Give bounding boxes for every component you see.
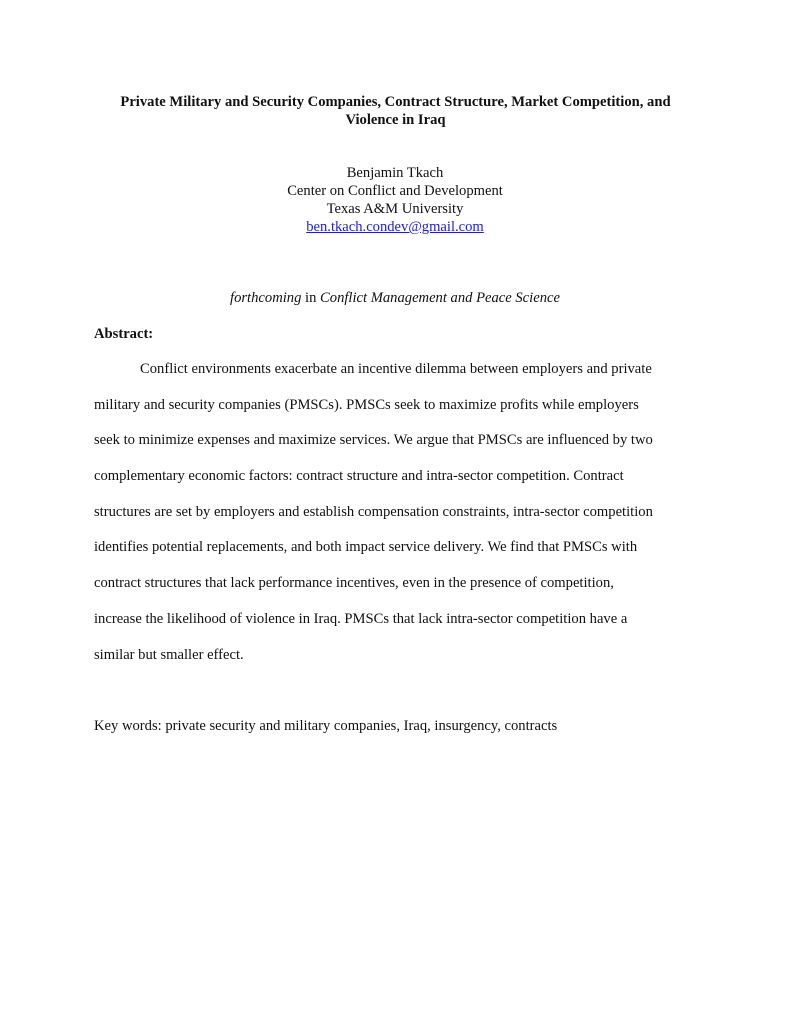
abstract-line: contract structures that lack performance incentives, even in the presence of competition, — [94, 575, 614, 592]
author-name: Benjamin Tkach — [346, 165, 444, 181]
abstract-body — [94, 360, 694, 681]
publication-note — [95, 289, 695, 307]
abstract-line: military and security companies (PMSCs). PMSCs seek to maximize profits while employers — [94, 396, 639, 413]
paper-title — [70, 93, 721, 129]
abstract-line: Conflict environments exacerbate an incentive dilemma between employers and private — [140, 361, 652, 377]
paper-title-line-2: Violence in Iraq — [345, 112, 446, 128]
abstract-heading: Abstract: — [94, 326, 154, 342]
abstract-line: structures are set by employers and establish compensation constraints, intra-sector competition — [94, 503, 653, 520]
abstract-line: identifies potential replacements, and both impact service delivery. We find that PMSCs with — [94, 539, 638, 556]
author-affiliation: Center on Conflict and Development — [287, 183, 503, 199]
author-block — [95, 164, 695, 236]
keywords: Key words: private security and military companies, Iraq, insurgency, contracts — [94, 718, 558, 734]
journal-name: Conflict Management and Peace Science — [320, 290, 560, 306]
abstract-line: increase the likelihood of violence in Iraq. PMSCs that lack intra-sector competition have a — [94, 610, 628, 627]
author-institution: Texas A&M University — [326, 201, 464, 217]
author-email-link[interactable]: ben.tkach.condev@gmail.com — [306, 219, 484, 235]
abstract-line: seek to minimize expenses and maximize services. We argue that PMSCs are influenced by two — [94, 432, 653, 449]
publication-connector: in — [301, 290, 321, 306]
abstract-line: complementary economic factors: contract structure and intra-sector competition. Contract — [94, 468, 624, 485]
publication-status: forthcoming — [230, 290, 302, 306]
paper-title-line-1: Private Military and Security Companies, Contract Structure, Market Competition, and — [120, 94, 671, 110]
abstract-line: similar but smaller effect. — [94, 646, 244, 663]
